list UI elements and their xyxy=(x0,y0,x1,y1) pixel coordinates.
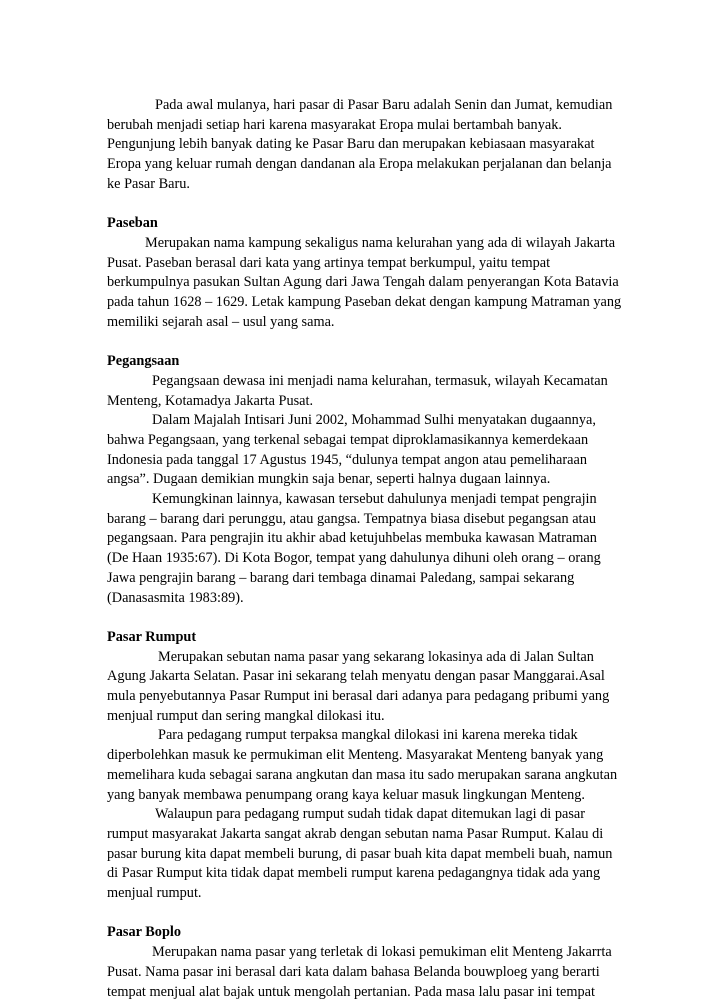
paragraph xyxy=(107,234,627,333)
text-line: Merupakan nama kampung sekaligus nama kelurahan yang ada di wilayah Jakarta xyxy=(145,234,616,251)
text-line: tempat menjual alat bajak untuk mengolah pertanian. Pada masa lalu pasar ini tempat xyxy=(107,983,595,1000)
text-line: Agung Jakarta Selatan. Pasar ini sekarang telah menyatu dengan pasar Manggarai.Asal xyxy=(107,668,605,685)
document-page xyxy=(107,96,627,1002)
text-line: yang banyak membawa penumpang orang kaya keluar masuk lingkungan Menteng. xyxy=(107,786,586,803)
text-line: pegangsaan. Para pengrajin itu akhir abad ketujuhbelas membuka kawasan Matraman xyxy=(107,530,597,547)
text-line: Indonesia pada tanggal 17 Agustus 1945, “dulunya tempat angon atau pemeliharaan xyxy=(107,451,587,468)
paragraph xyxy=(107,943,627,1002)
text-line: (De Haan 1935:67). Di Kota Bogor, tempat yang dahulunya dihuni oleh orang – orang xyxy=(107,550,601,567)
spacer xyxy=(107,608,627,628)
paragraph xyxy=(107,372,627,411)
text-line: diperbolehkan masuk ke permukiman elit Menteng. Masyarakat Menteng banyak yang xyxy=(107,747,604,764)
section-pasar-rumput xyxy=(107,628,627,904)
section-pasar-boplo xyxy=(107,923,627,1002)
text-line: Pusat. Nama pasar ini berasal dari kata dalam bahasa Belanda bouwploeg yang berarti xyxy=(107,963,600,980)
section-pegangsaan xyxy=(107,352,627,608)
text-line: Menteng, Kotamadya Jakarta Pusat. xyxy=(107,392,314,409)
paragraph xyxy=(107,648,627,727)
text-line: Eropa yang keluar rumah dengan dandanan ala Eropa melakukan perjalanan dan belanja xyxy=(107,156,612,173)
paragraph xyxy=(107,411,627,490)
text-line: Pegangsaan dewasa ini menjadi nama kelurahan, termasuk, wilayah Kecamatan xyxy=(152,372,608,389)
text-line: ke Pasar Baru. xyxy=(107,175,190,192)
text-line: berkumpulnya pasukan Sultan Agung dari Jawa Tengah dalam penyerangan Kota Batavia xyxy=(107,274,619,291)
section-pasar-baru xyxy=(107,96,627,195)
text-line: Merupakan sebutan nama pasar yang sekarang lokasinya ada di Jalan Sultan xyxy=(158,648,594,665)
text-line: pada tahun 1628 – 1629. Letak kampung Paseban dekat dengan kampung Matraman yang xyxy=(107,294,622,311)
paragraph xyxy=(107,96,627,195)
text-line: bahwa Pegangsaan, yang terkenal sebagai tempat diproklamasikannya kemerdekaan xyxy=(107,431,589,448)
text-line: menjual rumput. xyxy=(107,885,202,902)
section-paseban xyxy=(107,214,627,332)
section-heading: Paseban xyxy=(107,215,158,232)
text-line: Walaupun para pedagang rumput sudah tidak dapat ditemukan lagi di pasar xyxy=(155,806,586,823)
text-line: (Danasasmita 1983:89). xyxy=(107,589,244,606)
text-line: Para pedagang rumput terpaksa mangkal dilokasi ini karena mereka tidak xyxy=(158,727,578,744)
paragraph xyxy=(107,490,627,608)
spacer xyxy=(107,195,627,215)
section-heading: Pegangsaan xyxy=(107,353,180,370)
text-line: Merupakan nama pasar yang terletak di lokasi pemukiman elit Menteng Jakarrta xyxy=(152,944,612,961)
text-line: rumput masyarakat Jakarta sangat akrab dengan sebutan nama Pasar Rumput. Kalau di xyxy=(107,825,604,842)
text-line: menjual rumput dan sering mangkal dilokasi itu. xyxy=(107,707,385,724)
text-line: di Pasar Rumput kita tidak dapat membeli rumput karena pedagangnya tidak ada yang xyxy=(107,865,601,882)
text-line: Pengunjung lebih banyak dating ke Pasar Baru dan merupakan kebiasaan masyarakat xyxy=(107,136,595,153)
text-line: memiliki sejarah asal – usul yang sama. xyxy=(107,313,335,330)
paragraph xyxy=(107,805,627,904)
text-line: Dalam Majalah Intisari Juni 2002, Mohammad Sulhi menyatakan dugaannya, xyxy=(152,412,596,429)
text-line: mula penyebutannya Pasar Rumput ini berasal dari adanya para pedagang pribumi yang xyxy=(107,688,610,705)
spacer xyxy=(107,332,627,352)
text-line: berubah menjadi setiap hari karena masyarakat Eropa mulai bertambah banyak. xyxy=(107,116,562,133)
text-line: Pada awal mulanya, hari pasar di Pasar Baru adalah Senin dan Jumat, kemudian xyxy=(155,97,613,113)
text-line: Jawa pengrajin barang – barang dari tembaga dinamai Paledang, sampai sekarang xyxy=(107,569,575,586)
text-line: pasar burung kita dapat membeli burung, di pasar buah kita dapat membeli buah, namun xyxy=(107,845,613,862)
paragraph xyxy=(107,726,627,805)
section-heading: Pasar Rumput xyxy=(107,628,197,645)
text-line: Kemungkinan lainnya, kawasan tersebut dahulunya menjadi tempat pengrajin xyxy=(152,491,597,508)
text-line: barang – barang dari perunggu, atau gangsa. Tempatnya biasa disebut pegangsan atau xyxy=(107,510,597,527)
section-heading: Pasar Boplo xyxy=(107,924,182,941)
text-line: Pusat. Paseban berasal dari kata yang artinya tempat berkumpul, yaitu tempat xyxy=(107,254,551,271)
text-line: memelihara kuda sebagai sarana angkutan dan masa itu sado merupakan sarana angkutan xyxy=(107,766,618,783)
text-line: angsa”. Dugaan demikian mungkin saja benar, seperti halnya dugaan lainnya. xyxy=(107,471,551,488)
spacer xyxy=(107,904,627,924)
